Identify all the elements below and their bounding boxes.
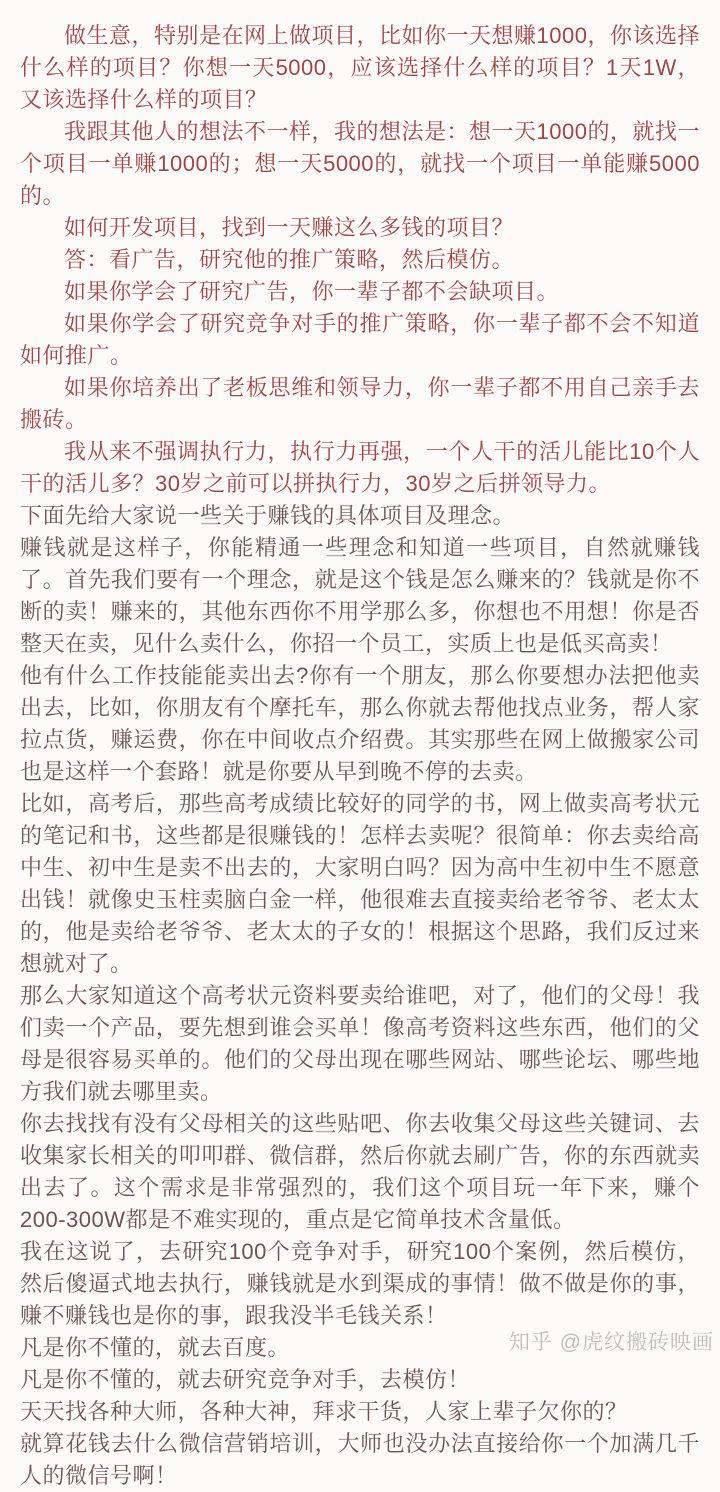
paragraph: 我跟其他人的想法不一样，我的想法是：想一天1000的，就找一个项目一单赚1000的；想一天5000的，就找一个项目一单能赚5000的。 <box>20 119 700 208</box>
paragraph: 我在这说了，去研究100个竞争对手，研究100个案例，然后模仿，然后傻逼式地去执行，赚钱就是水到渠成的事情！做不做是你的事，赚不赚钱也是你的事，跟我没半毛钱关系！ <box>20 1239 700 1328</box>
paragraph: 我从来不强调执行力，执行力再强，一个人干的活儿能比10个人干的活儿多？30岁之前可以拼执行力，30岁之后拼领导力。 <box>20 439 700 496</box>
paragraph: 他有什么工作技能能卖出去?你有一个朋友，那么你要想办法把他卖出去，比如，你朋友有个摩托车，那么你就去帮他找点业务，帮人家拉点货，赚运费，你在中间收点介绍费。其实那些在网上做搬家公司也是这样一个套路！就是你要从早到晚不停的去卖。 <box>20 663 700 784</box>
paragraph: 凡是你不懂的，就去百度。 <box>20 1335 291 1360</box>
paragraph: 你去找找有没有父母相关的这些贴吧、你去收集父母这些关键词、去收集家长相关的叩叩群、微信群，然后你就去刷广告，你的东西就卖出去了。这个需求是非常强烈的，我们这个项目玩一年下来，赚个200-300W都是不难实现的，重点是它简单技术含量低。 <box>20 1111 700 1232</box>
paragraph: 凡是你不懂的，就去研究竞争对手，去模仿！ <box>20 1367 471 1392</box>
paragraph: 比如，高考后，那些高考成绩比较好的同学的书，网上做卖高考状元的笔记和书，这些都是很赚钱的！怎样去卖呢？很简单：你去卖给高中生、初中生是卖不出去的，大家明白吗？因为高中生初中生不愿意出钱！就像史玉柱卖脑白金一样，他很难去直接卖给老爷爷、老太太的，他是卖给老爷爷、老太太的子女的！根据这个思路，我们反过来想就对了。 <box>20 791 700 976</box>
paragraph: 做生意，特别是在网上做项目，比如你一天想赚1000，你该选择什么样的项目？你想一天5000，应该选择什么样的项目？1天1W，又该选择什么样的项目？ <box>20 23 700 112</box>
paragraph: 答：看广告，研究他的推广策略，然后模仿。 <box>64 247 515 272</box>
paragraph: 天天找各种大师，各种大神，拜求干货，人家上辈子欠你的？ <box>20 1399 628 1424</box>
paragraph: 如果你学会了研究竞争对手的推广策略，你一辈子都不会不知道如何推广。 <box>20 311 700 368</box>
paragraph: 如果你培养出了老板思维和领导力，你一辈子都不用自己亲手去搬砖。 <box>20 375 700 432</box>
paragraph: 那么大家知道这个高考状元资料要卖给谁吧，对了，他们的父母！我们卖一个产品，要先想到谁会买单！像高考资料这些东西，他们的父母是很容易买单的。他们的父母出现在哪些网站、哪些论坛、哪些地方我们就去哪里卖。 <box>20 983 700 1104</box>
paragraph: 如果你学会了研究广告，你一辈子都不会缺项目。 <box>64 279 560 304</box>
paragraph: 赚钱就是这样子，你能精通一些理念和知道一些项目，自然就赚钱了。首先我们要有一个理念，就是这个钱是怎么赚来的？钱就是你不断的卖！赚来的，其他东西你不用学那么多，你想也不用想！你是否整天在卖，见什么卖什么，你招一个员工，实质上也是低买高卖！ <box>20 535 700 656</box>
paragraph: 下面先给大家说一些关于赚钱的具体项目及理念。 <box>20 503 516 528</box>
zhihu-watermark: 知乎 @虎纹搬砖映画 <box>508 1331 714 1354</box>
paragraph: 就算花钱去什么微信营销培训，大师也没办法直接给你一个加满几千人的微信号啊！ <box>20 1431 700 1488</box>
paragraph: 如何开发项目，找到一天赚这么多钱的项目？ <box>64 215 515 240</box>
